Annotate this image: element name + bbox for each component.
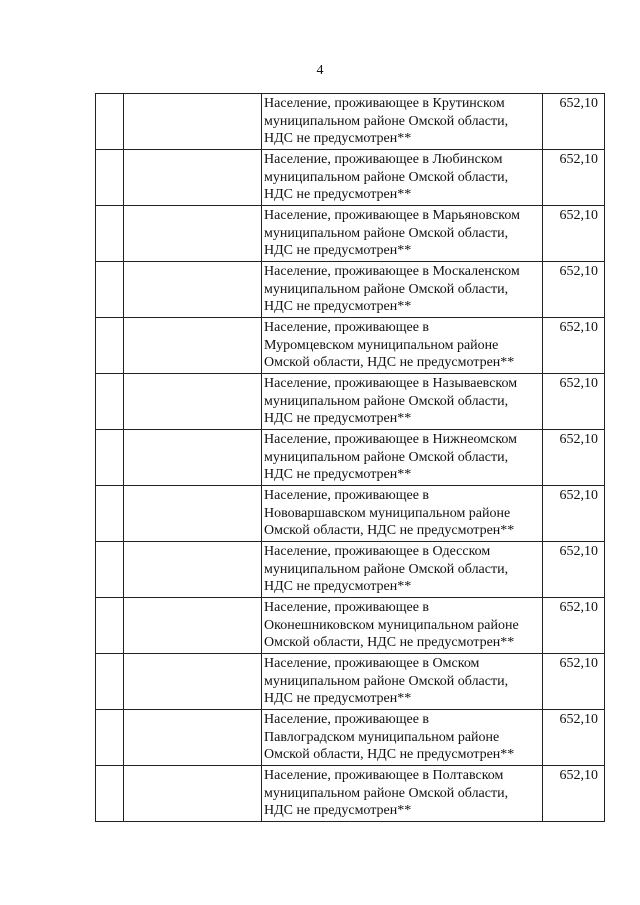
empty-cell [96, 766, 124, 822]
tariff-value: 652,10 [559, 600, 598, 615]
consumer-cell [262, 430, 543, 486]
empty-cell [124, 598, 262, 654]
consumer-cell [262, 206, 543, 262]
tariff-value: 652,10 [559, 656, 598, 671]
consumer-cell [262, 710, 543, 766]
consumer-description: Население, проживающее в Москаленском муниципальном районе Омской области, НДС не предусмотрен** [264, 264, 520, 314]
consumer-description: Население, проживающее в Павлоградском муниципальном районе Омской области, НДС не предусмотрен** [264, 712, 515, 762]
empty-cell [96, 262, 124, 318]
empty-cell [124, 542, 262, 598]
empty-cell [96, 150, 124, 206]
tariff-value: 652,10 [559, 488, 598, 503]
table-row [96, 150, 605, 206]
empty-cell [96, 430, 124, 486]
tariff-cell [543, 766, 605, 822]
consumer-description: Население, проживающее в Одесском муниципальном районе Омской области, НДС не предусмотрен** [264, 544, 509, 594]
tariff-table [95, 93, 605, 822]
table-row [96, 766, 605, 822]
tariff-cell [543, 94, 605, 150]
tariff-cell [543, 374, 605, 430]
table-row [96, 94, 605, 150]
consumer-description: Население, проживающее в Омском муниципальном районе Омской области, НДС не предусмотрен** [264, 656, 509, 706]
tariff-cell [543, 710, 605, 766]
table-row [96, 206, 605, 262]
consumer-description: Население, проживающее в Любинском муниципальном районе Омской области, НДС не предусмотрен** [264, 152, 509, 202]
consumer-cell [262, 598, 543, 654]
tariff-cell [543, 654, 605, 710]
table-row [96, 374, 605, 430]
empty-cell [96, 710, 124, 766]
empty-cell [96, 654, 124, 710]
consumer-cell [262, 542, 543, 598]
empty-cell [124, 430, 262, 486]
tariff-cell [543, 206, 605, 262]
empty-cell [96, 318, 124, 374]
empty-cell [124, 206, 262, 262]
consumer-cell [262, 94, 543, 150]
tariff-value: 652,10 [559, 152, 598, 167]
empty-cell [124, 654, 262, 710]
tariff-cell [543, 598, 605, 654]
consumer-description: Население, проживающее в Крутинском муниципальном районе Омской области, НДС не предусмотрен** [264, 96, 509, 146]
table-row [96, 542, 605, 598]
empty-cell [96, 486, 124, 542]
tariff-cell [543, 486, 605, 542]
tariff-value: 652,10 [559, 712, 598, 727]
empty-cell [124, 318, 262, 374]
tariff-cell [543, 318, 605, 374]
tariff-cell [543, 430, 605, 486]
tariff-value: 652,10 [559, 320, 598, 335]
tariff-value: 652,10 [559, 264, 598, 279]
tariff-cell [543, 262, 605, 318]
empty-cell [124, 94, 262, 150]
consumer-cell [262, 318, 543, 374]
tariff-value: 652,10 [559, 96, 598, 111]
empty-cell [124, 150, 262, 206]
empty-cell [124, 766, 262, 822]
consumer-cell [262, 150, 543, 206]
table-row [96, 598, 605, 654]
consumer-description: Население, проживающее в Оконешниковском муниципальном районе Омской области, НДС не предусмотрен** [264, 600, 519, 650]
consumer-description: Население, проживающее в Называевском муниципальном районе Омской области, НДС не предусмотрен** [264, 376, 518, 426]
empty-cell [124, 374, 262, 430]
consumer-cell [262, 374, 543, 430]
table-row [96, 430, 605, 486]
empty-cell [124, 710, 262, 766]
tariff-cell [543, 542, 605, 598]
consumer-cell [262, 486, 543, 542]
empty-cell [96, 206, 124, 262]
consumer-cell [262, 654, 543, 710]
tariff-value: 652,10 [559, 376, 598, 391]
empty-cell [124, 486, 262, 542]
consumer-description: Население, проживающее в Марьяновском муниципальном районе Омской области, НДС не предусмотрен** [264, 208, 520, 258]
consumer-description: Население, проживающее в Полтавском муниципальном районе Омской области, НДС не предусмотрен** [264, 768, 509, 818]
table-row [96, 654, 605, 710]
table-row [96, 318, 605, 374]
tariff-value: 652,10 [559, 544, 598, 559]
consumer-description: Население, проживающее в Нововаршавском муниципальном районе Омской области, НДС не предусмотрен** [264, 488, 515, 538]
tariff-cell [543, 150, 605, 206]
empty-cell [96, 94, 124, 150]
empty-cell [124, 262, 262, 318]
consumer-description: Население, проживающее в Нижнеомском муниципальном районе Омской области, НДС не предусмотрен** [264, 432, 518, 482]
table-row [96, 486, 605, 542]
tariff-value: 652,10 [559, 208, 598, 223]
empty-cell [96, 374, 124, 430]
table-row [96, 262, 605, 318]
consumer-description: Население, проживающее в Муромцевском муниципальном районе Омской области, НДС не предусмотрен** [264, 320, 515, 370]
consumer-cell [262, 262, 543, 318]
page-number: 4 [316, 63, 324, 78]
empty-cell [96, 598, 124, 654]
empty-cell [96, 542, 124, 598]
table-row [96, 710, 605, 766]
tariff-value: 652,10 [559, 432, 598, 447]
tariff-value: 652,10 [559, 768, 598, 783]
consumer-cell [262, 766, 543, 822]
